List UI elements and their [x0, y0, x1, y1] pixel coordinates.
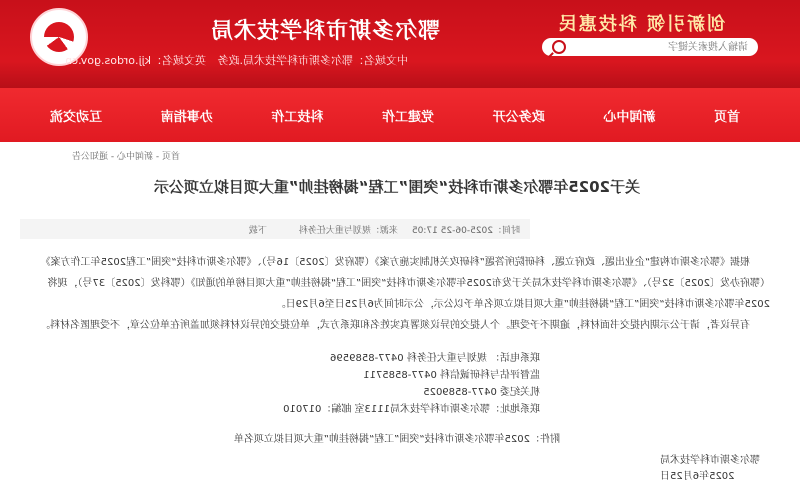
nav-item-home[interactable]: 首页	[713, 109, 740, 125]
main-nav	[0, 88, 800, 142]
contact-line: 联系电话： 规划与重大任务科 0477-8589596	[330, 353, 540, 364]
site-title: 鄂尔多斯市科学技术局	[209, 19, 440, 44]
article-source: 来源：规划与重大任务科	[298, 225, 398, 236]
chinese-domain-link[interactable]: 中文域名：鄂尔多斯市科学技术局.政务	[217, 54, 408, 67]
site-header	[0, 0, 800, 88]
nav-item-tech-work[interactable]: 科技工作	[271, 109, 324, 125]
logo-swirl-icon	[44, 22, 74, 52]
contact-line: 联系地址：鄂尔多斯市科学技术局1113室 邮编：017010	[283, 404, 540, 415]
signature-date: 2025年6月25日	[660, 471, 735, 482]
download-link[interactable]: 下载	[248, 225, 267, 236]
english-domain-link[interactable]: 英文域名：kjj.ordos.gov.cn	[65, 54, 206, 67]
signature-org: 鄂尔多斯市科学技术局	[660, 455, 760, 466]
nav-item-guide[interactable]: 办事指南	[160, 109, 213, 125]
signature	[660, 453, 780, 485]
publish-time: 时间：2025-06-25 17:05	[411, 225, 520, 236]
nav-item-party[interactable]: 党建工作	[382, 109, 435, 125]
paragraph: 有异议者，请于公示期内提交书面材料，逾期不予受理。个人提交的异议须署真实姓名和联系方式，单位提交的异议材料须加盖所在单位公章，不受理匿名材料。	[40, 320, 750, 331]
contact-line: 监督评估与科研诚信科 0477-8585711	[363, 370, 540, 381]
nav-item-news[interactable]: 新闻中心	[603, 109, 656, 125]
search-bar[interactable]	[542, 38, 758, 56]
article-meta	[20, 219, 530, 239]
contact-info	[283, 350, 540, 418]
slogan: 创新引领 科技惠民	[556, 14, 725, 35]
contact-line: 机关纪委 0477-8589025	[423, 387, 540, 398]
paragraph: 根据《鄂尔多斯市构建“企业出题、政府立题、科研院所答题”科研攻关机制实施方案》（鄂府发〔2025〕16号）、《鄂尔多斯市科技“突围”工程2025年工作方案》（鄂府办发〔2025〕32号）、《鄂尔多斯市科学技术局关于发布2025年鄂尔多斯市科技“突围”工程“揭榜挂帅”重大项目榜单的通知》（鄂科发〔2025〕37号），现将2025年鄂尔多斯市科技“突围”工程“揭榜挂帅”重大项目拟立项名单予以公示，公示时间为6月25日至6月29日。	[40, 257, 770, 310]
attachment-link[interactable]: 附件：2025年鄂尔多斯市科技“突围”工程“揭榜挂帅”重大项目拟立项名单	[233, 434, 560, 445]
article-body	[30, 252, 770, 336]
breadcrumb[interactable]: 首页 - 新闻中心 - 通知公告	[72, 152, 180, 162]
nav-item-interaction[interactable]: 互动交流	[50, 109, 103, 125]
nav-item-public-affairs[interactable]: 政务公开	[492, 109, 545, 125]
search-input[interactable]	[570, 41, 750, 54]
search-icon[interactable]	[552, 40, 566, 54]
article-title: 关于2025年鄂尔多斯市科技“突围”工程“揭榜挂帅”重大项目拟立项公示	[153, 178, 640, 196]
domain-links	[57, 52, 408, 68]
